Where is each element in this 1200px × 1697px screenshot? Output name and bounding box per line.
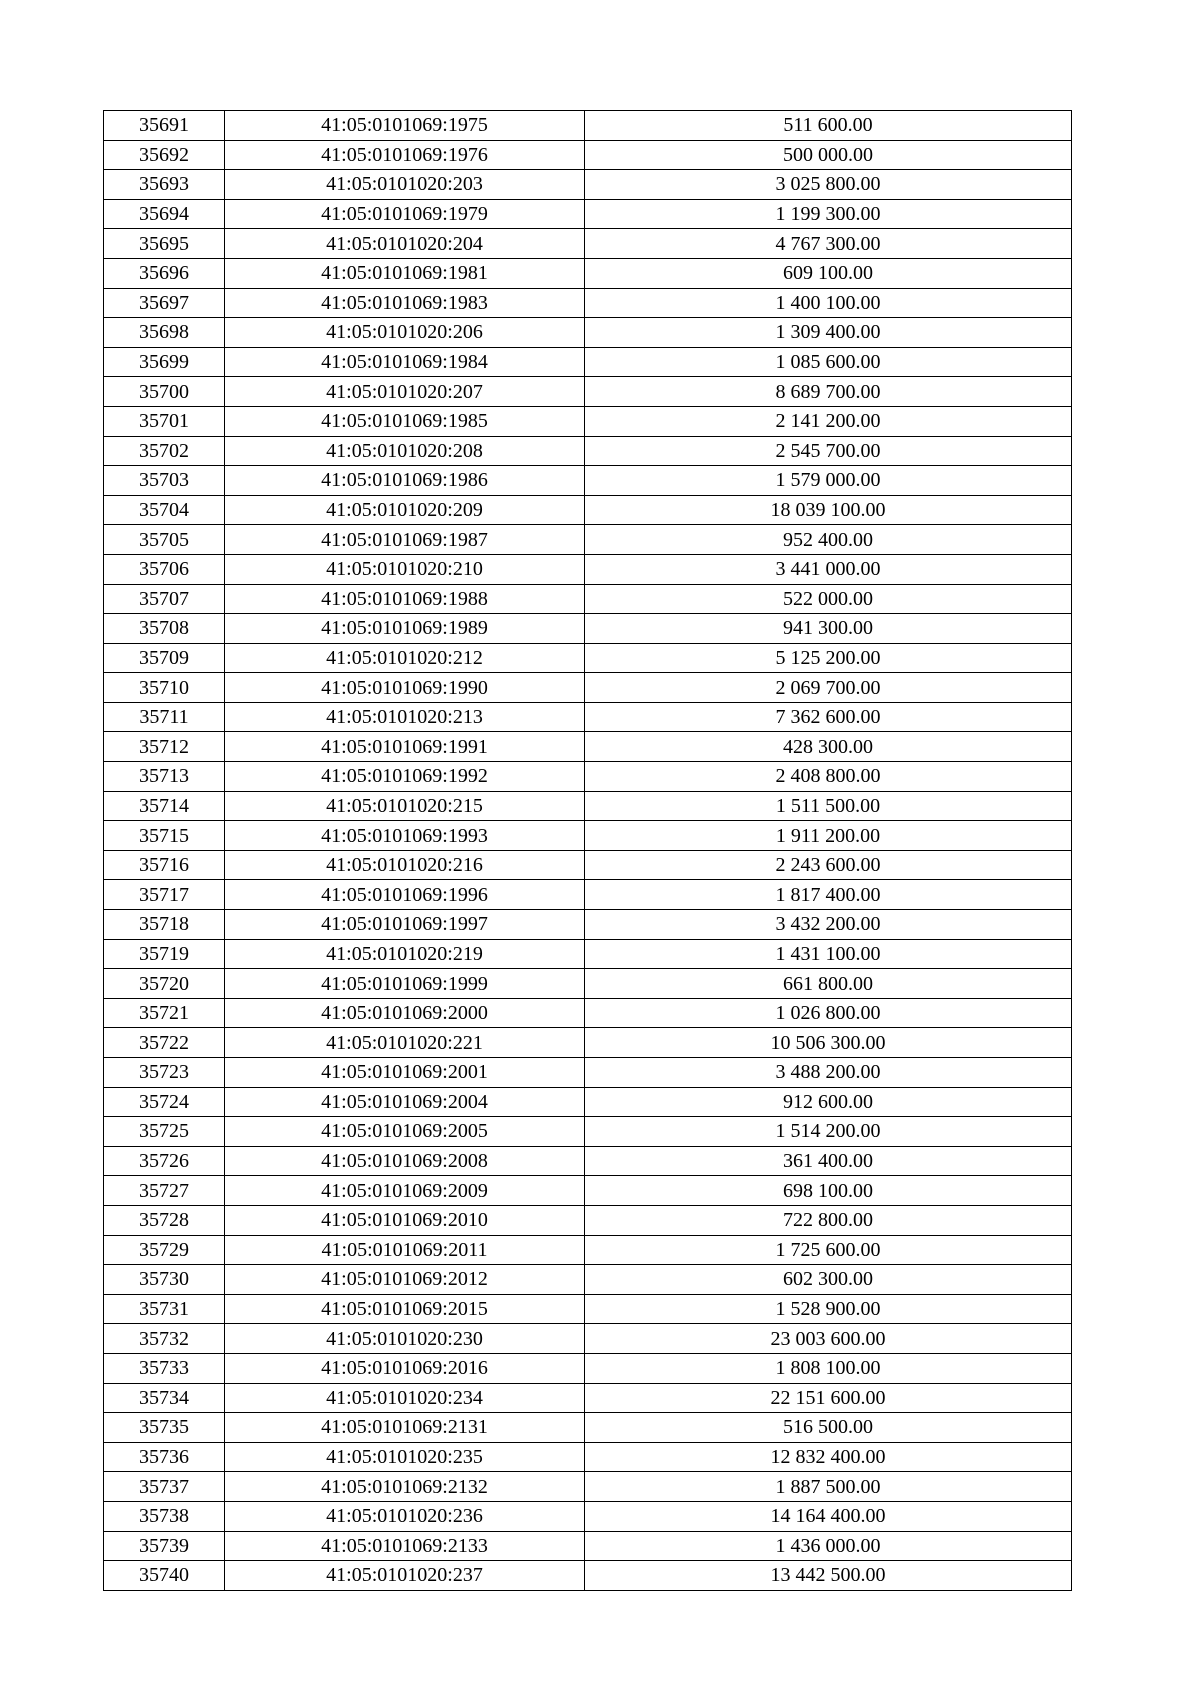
row-number-cell: 35694 bbox=[104, 199, 225, 229]
cadastral-number-cell: 41:05:0101020:234 bbox=[225, 1383, 585, 1413]
row-number-cell: 35731 bbox=[104, 1294, 225, 1324]
table-row bbox=[104, 1235, 1072, 1265]
table-row bbox=[104, 1413, 1072, 1443]
cadastral-number-cell: 41:05:0101069:2015 bbox=[225, 1294, 585, 1324]
row-number-cell: 35733 bbox=[104, 1353, 225, 1383]
cadastral-number-cell: 41:05:0101069:1985 bbox=[225, 406, 585, 436]
row-number-cell: 35702 bbox=[104, 436, 225, 466]
table-row bbox=[104, 1087, 1072, 1117]
table-row bbox=[104, 1058, 1072, 1088]
value-cell: 511 600.00 bbox=[585, 111, 1072, 141]
value-cell: 4 767 300.00 bbox=[585, 229, 1072, 259]
value-cell: 3 025 800.00 bbox=[585, 170, 1072, 200]
value-cell: 609 100.00 bbox=[585, 258, 1072, 288]
row-number-cell: 35707 bbox=[104, 584, 225, 614]
table-row bbox=[104, 850, 1072, 880]
table-row bbox=[104, 1028, 1072, 1058]
row-number-cell: 35703 bbox=[104, 466, 225, 496]
value-cell: 722 800.00 bbox=[585, 1205, 1072, 1235]
value-cell: 12 832 400.00 bbox=[585, 1442, 1072, 1472]
table-row bbox=[104, 554, 1072, 584]
row-number-cell: 35709 bbox=[104, 643, 225, 673]
valuation-table bbox=[103, 110, 1072, 1591]
table-row bbox=[104, 702, 1072, 732]
value-cell: 1 436 000.00 bbox=[585, 1531, 1072, 1561]
row-number-cell: 35722 bbox=[104, 1028, 225, 1058]
table-row bbox=[104, 466, 1072, 496]
row-number-cell: 35735 bbox=[104, 1413, 225, 1443]
cadastral-number-cell: 41:05:0101069:2133 bbox=[225, 1531, 585, 1561]
value-cell: 1 514 200.00 bbox=[585, 1117, 1072, 1147]
row-number-cell: 35713 bbox=[104, 762, 225, 792]
value-cell: 500 000.00 bbox=[585, 140, 1072, 170]
cadastral-number-cell: 41:05:0101020:230 bbox=[225, 1324, 585, 1354]
cadastral-number-cell: 41:05:0101069:1981 bbox=[225, 258, 585, 288]
row-number-cell: 35696 bbox=[104, 258, 225, 288]
cadastral-number-cell: 41:05:0101069:1999 bbox=[225, 969, 585, 999]
cadastral-number-cell: 41:05:0101069:1991 bbox=[225, 732, 585, 762]
table-row bbox=[104, 406, 1072, 436]
cadastral-number-cell: 41:05:0101069:2004 bbox=[225, 1087, 585, 1117]
value-cell: 1 309 400.00 bbox=[585, 318, 1072, 348]
row-number-cell: 35719 bbox=[104, 939, 225, 969]
cadastral-number-cell: 41:05:0101020:206 bbox=[225, 318, 585, 348]
value-cell: 10 506 300.00 bbox=[585, 1028, 1072, 1058]
value-cell: 1 887 500.00 bbox=[585, 1472, 1072, 1502]
value-cell: 661 800.00 bbox=[585, 969, 1072, 999]
table-row bbox=[104, 258, 1072, 288]
cadastral-number-cell: 41:05:0101020:207 bbox=[225, 377, 585, 407]
table-row bbox=[104, 377, 1072, 407]
table-row bbox=[104, 111, 1072, 141]
table-row bbox=[104, 584, 1072, 614]
row-number-cell: 35739 bbox=[104, 1531, 225, 1561]
table-row bbox=[104, 1265, 1072, 1295]
cadastral-number-cell: 41:05:0101069:2009 bbox=[225, 1176, 585, 1206]
row-number-cell: 35721 bbox=[104, 998, 225, 1028]
value-cell: 522 000.00 bbox=[585, 584, 1072, 614]
value-cell: 1 400 100.00 bbox=[585, 288, 1072, 318]
table-row bbox=[104, 821, 1072, 851]
row-number-cell: 35705 bbox=[104, 525, 225, 555]
cadastral-number-cell: 41:05:0101069:1989 bbox=[225, 614, 585, 644]
cadastral-number-cell: 41:05:0101069:1988 bbox=[225, 584, 585, 614]
value-cell: 13 442 500.00 bbox=[585, 1561, 1072, 1591]
row-number-cell: 35698 bbox=[104, 318, 225, 348]
cadastral-number-cell: 41:05:0101069:2016 bbox=[225, 1353, 585, 1383]
cadastral-number-cell: 41:05:0101020:236 bbox=[225, 1501, 585, 1531]
table-row bbox=[104, 880, 1072, 910]
table-row bbox=[104, 436, 1072, 466]
table-row bbox=[104, 1442, 1072, 1472]
row-number-cell: 35695 bbox=[104, 229, 225, 259]
row-number-cell: 35725 bbox=[104, 1117, 225, 1147]
cadastral-number-cell: 41:05:0101069:2010 bbox=[225, 1205, 585, 1235]
table-row bbox=[104, 1383, 1072, 1413]
table-row bbox=[104, 170, 1072, 200]
value-cell: 7 362 600.00 bbox=[585, 702, 1072, 732]
table-row bbox=[104, 1531, 1072, 1561]
cadastral-number-cell: 41:05:0101020:203 bbox=[225, 170, 585, 200]
cadastral-number-cell: 41:05:0101069:1997 bbox=[225, 910, 585, 940]
cadastral-number-cell: 41:05:0101020:213 bbox=[225, 702, 585, 732]
value-cell: 912 600.00 bbox=[585, 1087, 1072, 1117]
cadastral-number-cell: 41:05:0101020:212 bbox=[225, 643, 585, 673]
row-number-cell: 35716 bbox=[104, 850, 225, 880]
table-row bbox=[104, 495, 1072, 525]
table-row bbox=[104, 318, 1072, 348]
row-number-cell: 35740 bbox=[104, 1561, 225, 1591]
row-number-cell: 35699 bbox=[104, 347, 225, 377]
table-row bbox=[104, 969, 1072, 999]
value-cell: 3 441 000.00 bbox=[585, 554, 1072, 584]
value-cell: 1 911 200.00 bbox=[585, 821, 1072, 851]
row-number-cell: 35718 bbox=[104, 910, 225, 940]
value-cell: 516 500.00 bbox=[585, 1413, 1072, 1443]
table-row bbox=[104, 791, 1072, 821]
table-row bbox=[104, 1205, 1072, 1235]
table-row bbox=[104, 140, 1072, 170]
value-cell: 1 725 600.00 bbox=[585, 1235, 1072, 1265]
table-row bbox=[104, 732, 1072, 762]
table-row bbox=[104, 998, 1072, 1028]
table-row bbox=[104, 288, 1072, 318]
cadastral-number-cell: 41:05:0101069:2001 bbox=[225, 1058, 585, 1088]
value-cell: 1 026 800.00 bbox=[585, 998, 1072, 1028]
cadastral-number-cell: 41:05:0101020:216 bbox=[225, 850, 585, 880]
cadastral-number-cell: 41:05:0101069:2008 bbox=[225, 1146, 585, 1176]
table-row bbox=[104, 1353, 1072, 1383]
value-cell: 941 300.00 bbox=[585, 614, 1072, 644]
cadastral-number-cell: 41:05:0101020:204 bbox=[225, 229, 585, 259]
row-number-cell: 35720 bbox=[104, 969, 225, 999]
value-cell: 698 100.00 bbox=[585, 1176, 1072, 1206]
cadastral-number-cell: 41:05:0101020:209 bbox=[225, 495, 585, 525]
row-number-cell: 35726 bbox=[104, 1146, 225, 1176]
row-number-cell: 35700 bbox=[104, 377, 225, 407]
row-number-cell: 35736 bbox=[104, 1442, 225, 1472]
cadastral-number-cell: 41:05:0101069:1979 bbox=[225, 199, 585, 229]
cadastral-number-cell: 41:05:0101069:2131 bbox=[225, 1413, 585, 1443]
table-row bbox=[104, 910, 1072, 940]
cadastral-number-cell: 41:05:0101069:1987 bbox=[225, 525, 585, 555]
value-cell: 1 817 400.00 bbox=[585, 880, 1072, 910]
row-number-cell: 35734 bbox=[104, 1383, 225, 1413]
row-number-cell: 35704 bbox=[104, 495, 225, 525]
cadastral-number-cell: 41:05:0101069:1976 bbox=[225, 140, 585, 170]
value-cell: 14 164 400.00 bbox=[585, 1501, 1072, 1531]
table-row bbox=[104, 643, 1072, 673]
value-cell: 361 400.00 bbox=[585, 1146, 1072, 1176]
cadastral-number-cell: 41:05:0101069:1975 bbox=[225, 111, 585, 141]
value-cell: 1 085 600.00 bbox=[585, 347, 1072, 377]
row-number-cell: 35701 bbox=[104, 406, 225, 436]
row-number-cell: 35732 bbox=[104, 1324, 225, 1354]
table-row bbox=[104, 1561, 1072, 1591]
row-number-cell: 35715 bbox=[104, 821, 225, 851]
cadastral-number-cell: 41:05:0101069:2000 bbox=[225, 998, 585, 1028]
row-number-cell: 35729 bbox=[104, 1235, 225, 1265]
cadastral-number-cell: 41:05:0101069:2011 bbox=[225, 1235, 585, 1265]
row-number-cell: 35717 bbox=[104, 880, 225, 910]
value-cell: 22 151 600.00 bbox=[585, 1383, 1072, 1413]
row-number-cell: 35711 bbox=[104, 702, 225, 732]
table-body bbox=[104, 111, 1072, 1591]
row-number-cell: 35727 bbox=[104, 1176, 225, 1206]
value-cell: 5 125 200.00 bbox=[585, 643, 1072, 673]
row-number-cell: 35692 bbox=[104, 140, 225, 170]
row-number-cell: 35697 bbox=[104, 288, 225, 318]
row-number-cell: 35738 bbox=[104, 1501, 225, 1531]
value-cell: 1 808 100.00 bbox=[585, 1353, 1072, 1383]
row-number-cell: 35708 bbox=[104, 614, 225, 644]
row-number-cell: 35712 bbox=[104, 732, 225, 762]
cadastral-number-cell: 41:05:0101069:2012 bbox=[225, 1265, 585, 1295]
cadastral-number-cell: 41:05:0101020:237 bbox=[225, 1561, 585, 1591]
table-row bbox=[104, 229, 1072, 259]
value-cell: 2 408 800.00 bbox=[585, 762, 1072, 792]
table-row bbox=[104, 1146, 1072, 1176]
row-number-cell: 35730 bbox=[104, 1265, 225, 1295]
row-number-cell: 35724 bbox=[104, 1087, 225, 1117]
value-cell: 3 432 200.00 bbox=[585, 910, 1072, 940]
row-number-cell: 35691 bbox=[104, 111, 225, 141]
cadastral-number-cell: 41:05:0101020:210 bbox=[225, 554, 585, 584]
table-row bbox=[104, 939, 1072, 969]
cadastral-number-cell: 41:05:0101069:1983 bbox=[225, 288, 585, 318]
value-cell: 428 300.00 bbox=[585, 732, 1072, 762]
row-number-cell: 35737 bbox=[104, 1472, 225, 1502]
table-row bbox=[104, 1294, 1072, 1324]
table-row bbox=[104, 1472, 1072, 1502]
value-cell: 1 528 900.00 bbox=[585, 1294, 1072, 1324]
row-number-cell: 35714 bbox=[104, 791, 225, 821]
value-cell: 1 199 300.00 bbox=[585, 199, 1072, 229]
row-number-cell: 35728 bbox=[104, 1205, 225, 1235]
cadastral-number-cell: 41:05:0101069:2005 bbox=[225, 1117, 585, 1147]
table-row bbox=[104, 347, 1072, 377]
value-cell: 8 689 700.00 bbox=[585, 377, 1072, 407]
row-number-cell: 35723 bbox=[104, 1058, 225, 1088]
row-number-cell: 35706 bbox=[104, 554, 225, 584]
table-row bbox=[104, 762, 1072, 792]
cadastral-number-cell: 41:05:0101069:1993 bbox=[225, 821, 585, 851]
cadastral-number-cell: 41:05:0101069:1992 bbox=[225, 762, 585, 792]
value-cell: 2 069 700.00 bbox=[585, 673, 1072, 703]
cadastral-number-cell: 41:05:0101020:219 bbox=[225, 939, 585, 969]
cadastral-number-cell: 41:05:0101069:1984 bbox=[225, 347, 585, 377]
cadastral-number-cell: 41:05:0101069:1990 bbox=[225, 673, 585, 703]
cadastral-number-cell: 41:05:0101020:235 bbox=[225, 1442, 585, 1472]
value-cell: 2 141 200.00 bbox=[585, 406, 1072, 436]
table-row bbox=[104, 673, 1072, 703]
cadastral-number-cell: 41:05:0101020:208 bbox=[225, 436, 585, 466]
value-cell: 952 400.00 bbox=[585, 525, 1072, 555]
value-cell: 1 579 000.00 bbox=[585, 466, 1072, 496]
table-row bbox=[104, 1501, 1072, 1531]
value-cell: 18 039 100.00 bbox=[585, 495, 1072, 525]
value-cell: 2 545 700.00 bbox=[585, 436, 1072, 466]
cadastral-number-cell: 41:05:0101020:221 bbox=[225, 1028, 585, 1058]
value-cell: 1 431 100.00 bbox=[585, 939, 1072, 969]
row-number-cell: 35710 bbox=[104, 673, 225, 703]
value-cell: 23 003 600.00 bbox=[585, 1324, 1072, 1354]
cadastral-number-cell: 41:05:0101069:1996 bbox=[225, 880, 585, 910]
table-row bbox=[104, 1324, 1072, 1354]
cadastral-number-cell: 41:05:0101069:1986 bbox=[225, 466, 585, 496]
value-cell: 2 243 600.00 bbox=[585, 850, 1072, 880]
table-row bbox=[104, 1176, 1072, 1206]
value-cell: 602 300.00 bbox=[585, 1265, 1072, 1295]
table-row bbox=[104, 525, 1072, 555]
value-cell: 3 488 200.00 bbox=[585, 1058, 1072, 1088]
row-number-cell: 35693 bbox=[104, 170, 225, 200]
table-row bbox=[104, 1117, 1072, 1147]
table-row bbox=[104, 614, 1072, 644]
value-cell: 1 511 500.00 bbox=[585, 791, 1072, 821]
cadastral-number-cell: 41:05:0101020:215 bbox=[225, 791, 585, 821]
table-row bbox=[104, 199, 1072, 229]
cadastral-number-cell: 41:05:0101069:2132 bbox=[225, 1472, 585, 1502]
